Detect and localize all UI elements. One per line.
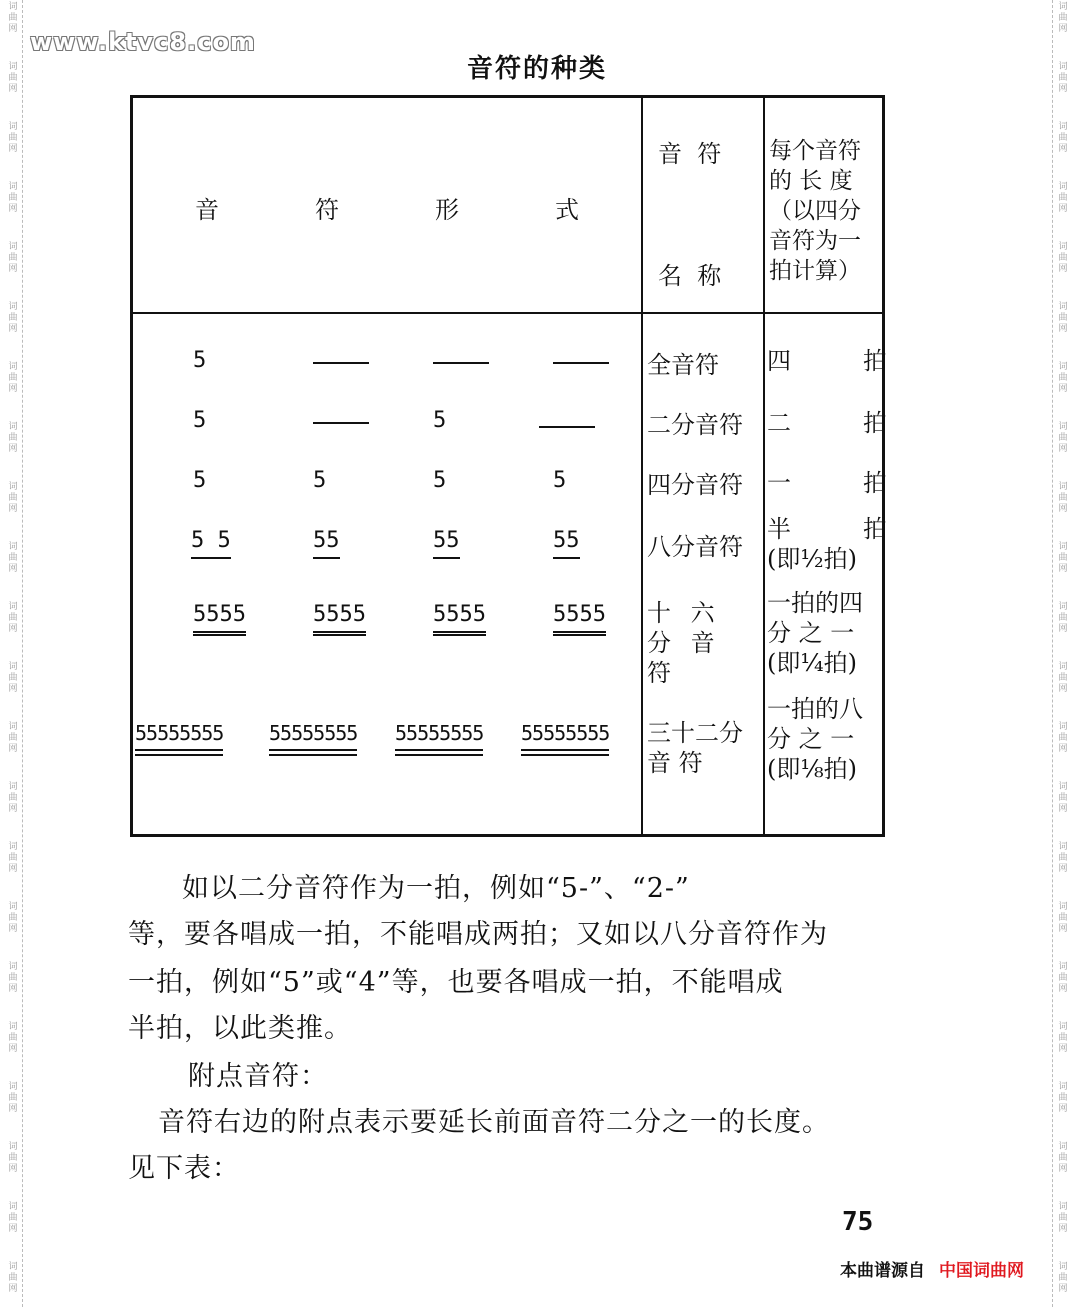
margin-mark: 词曲网 — [1058, 182, 1068, 214]
header-length-line: 拍计算） — [769, 258, 861, 284]
margin-mark: 词曲网 — [1058, 62, 1068, 94]
margin-mark: 词曲网 — [1058, 1022, 1068, 1054]
margin-mark: 词曲网 — [1058, 1262, 1068, 1294]
margin-mark: 词曲网 — [8, 422, 18, 454]
extension-line — [313, 346, 369, 376]
header-name-bottom: 名 称 — [658, 262, 722, 290]
note-cell: 5 — [433, 468, 447, 493]
note-cell: 55 — [553, 526, 580, 559]
margin-mark: 词曲网 — [1058, 782, 1068, 814]
margin-mark: 词曲网 — [8, 62, 18, 94]
header-form-char: 符 — [315, 196, 339, 224]
margin-mark: 词曲网 — [1058, 362, 1068, 394]
margin-mark: 词曲网 — [1058, 962, 1068, 994]
margin-mark: 词曲网 — [8, 242, 18, 274]
note-cell: 5 — [433, 408, 447, 433]
body-paragraph: 半拍，以此类推。 — [128, 1013, 352, 1044]
note-length: 四 拍 — [767, 347, 887, 375]
header-divider — [133, 312, 882, 314]
margin-mark: 词曲网 — [8, 1142, 18, 1174]
header-length-line: 的 长 度 — [769, 168, 853, 194]
note-length-line: 分 之 一 — [767, 619, 855, 647]
body-paragraph: 见下表： — [128, 1153, 240, 1184]
page-title: 音符的种类 — [466, 54, 607, 84]
note-cell: 55555555 — [395, 718, 483, 756]
body-paragraph: 如以二分音符作为一拍，例如“5-”、“2-” — [182, 873, 690, 904]
note-cell: 5555 — [193, 600, 246, 636]
note-cell: 5555 — [553, 600, 606, 636]
margin-mark: 词曲网 — [8, 1202, 18, 1234]
margin-mark: 词曲网 — [1058, 302, 1068, 334]
extension-line — [313, 406, 369, 436]
margin-mark: 词曲网 — [1058, 242, 1068, 274]
margin-mark: 词曲网 — [8, 2, 18, 34]
note-name: 四分音符 — [647, 471, 743, 499]
margin-mark: 词曲网 — [1058, 542, 1068, 574]
note-length: 二 拍 — [767, 409, 887, 437]
note-length-line: 半 拍 — [767, 515, 887, 543]
body-paragraph: 等，要各唱成一拍，不能唱成两拍；又如以八分音符作为 — [128, 919, 828, 950]
note-cell: 5 5 — [191, 526, 231, 559]
header-form-char: 音 — [195, 196, 219, 224]
margin-mark: 词曲网 — [1058, 902, 1068, 934]
note-name: 八分音符 — [647, 533, 743, 561]
note-length — [767, 514, 887, 574]
margin-mark: 词曲网 — [1058, 2, 1068, 34]
source-site-link[interactable]: 中国词曲网 — [939, 1261, 1024, 1281]
margin-mark: 词曲网 — [8, 182, 18, 214]
margin-mark: 词曲网 — [8, 1262, 18, 1294]
note-length-line: 分 之 一 — [767, 725, 855, 753]
margin-mark: 词曲网 — [8, 542, 18, 574]
header-length-line: （以四分 — [769, 198, 861, 224]
note-name: 三十二分 音 符 — [647, 719, 743, 777]
table-divider — [641, 98, 643, 834]
margin-mark: 词曲网 — [8, 1082, 18, 1114]
margin-mark: 词曲网 — [1058, 602, 1068, 634]
right-margin-rule — [1052, 0, 1053, 1307]
margin-mark: 词曲网 — [8, 362, 18, 394]
note-cell: 55555555 — [269, 718, 357, 756]
note-name: 全音符 — [647, 351, 719, 379]
extension-line — [539, 410, 595, 440]
margin-mark: 词曲网 — [1058, 842, 1068, 874]
margin-mark: 词曲网 — [1058, 422, 1068, 454]
note-length — [767, 694, 863, 784]
margin-mark: 词曲网 — [8, 902, 18, 934]
note-cell: 5555 — [313, 600, 366, 636]
header-form-char: 式 — [555, 196, 579, 224]
note-cell: 5555 — [433, 600, 486, 636]
note-name: 十 六 分 音 符 — [647, 599, 721, 687]
note-cell: 5 — [313, 468, 327, 493]
note-cell: 55555555 — [521, 718, 609, 756]
header-length-line: 音符为一 — [769, 228, 861, 254]
margin-mark: 词曲网 — [1058, 122, 1068, 154]
margin-mark: 词曲网 — [8, 782, 18, 814]
note-length-line: (即¼拍) — [767, 649, 857, 677]
header-name-top: 音 符 — [658, 140, 722, 168]
margin-mark: 词曲网 — [1058, 662, 1068, 694]
margin-mark: 词曲网 — [1058, 1142, 1068, 1174]
margin-mark: 词曲网 — [1058, 482, 1068, 514]
source-credit — [840, 1256, 1024, 1281]
margin-mark: 词曲网 — [8, 482, 18, 514]
note-cell: 5 — [553, 468, 567, 493]
page-number: 75 — [842, 1207, 874, 1237]
note-length-line: (即⅛拍) — [767, 755, 857, 783]
note-cell: 55 — [313, 526, 340, 559]
margin-mark: 词曲网 — [8, 962, 18, 994]
note-cell: 5 — [193, 408, 207, 433]
margin-mark: 词曲网 — [1058, 1082, 1068, 1114]
note-length-line: 一拍的八 — [767, 695, 863, 723]
header-form-char: 形 — [435, 196, 459, 224]
margin-mark: 词曲网 — [1058, 722, 1068, 754]
note-length — [767, 588, 863, 678]
table-divider — [763, 98, 765, 834]
section-heading: 附点音符： — [188, 1061, 328, 1092]
note-length-line: (即½拍) — [767, 545, 857, 573]
header-length — [769, 136, 861, 286]
margin-mark: 词曲网 — [8, 842, 18, 874]
margin-mark: 词曲网 — [8, 1022, 18, 1054]
margin-mark: 词曲网 — [8, 302, 18, 334]
site-watermark: www.ktvc8.com — [30, 28, 256, 56]
margin-mark: 词曲网 — [8, 662, 18, 694]
note-cell: 5 — [193, 468, 207, 493]
margin-mark: 词曲网 — [8, 122, 18, 154]
body-paragraph: 音符右边的附点表示要延长前面音符二分之一的长度。 — [158, 1107, 830, 1138]
extension-line — [433, 346, 489, 376]
note-cell: 55555555 — [135, 718, 223, 756]
margin-mark: 词曲网 — [8, 602, 18, 634]
margin-mark: 词曲网 — [1058, 1202, 1068, 1234]
note-length-line: 一拍的四 — [767, 589, 863, 617]
note-types-table — [130, 95, 885, 837]
body-paragraph: 一拍，例如“5”或“4”等，也要各唱成一拍，不能唱成 — [128, 967, 784, 998]
note-length: 一 拍 — [767, 469, 887, 497]
note-cell: 55 — [433, 526, 460, 559]
left-margin-rule — [22, 0, 23, 1307]
note-name: 二分音符 — [647, 411, 743, 439]
header-length-line: 每个音符 — [769, 138, 861, 164]
margin-mark: 词曲网 — [8, 722, 18, 754]
extension-line — [553, 346, 609, 376]
note-cell: 5 — [193, 348, 207, 373]
source-label: 本曲谱源自 — [840, 1261, 925, 1281]
